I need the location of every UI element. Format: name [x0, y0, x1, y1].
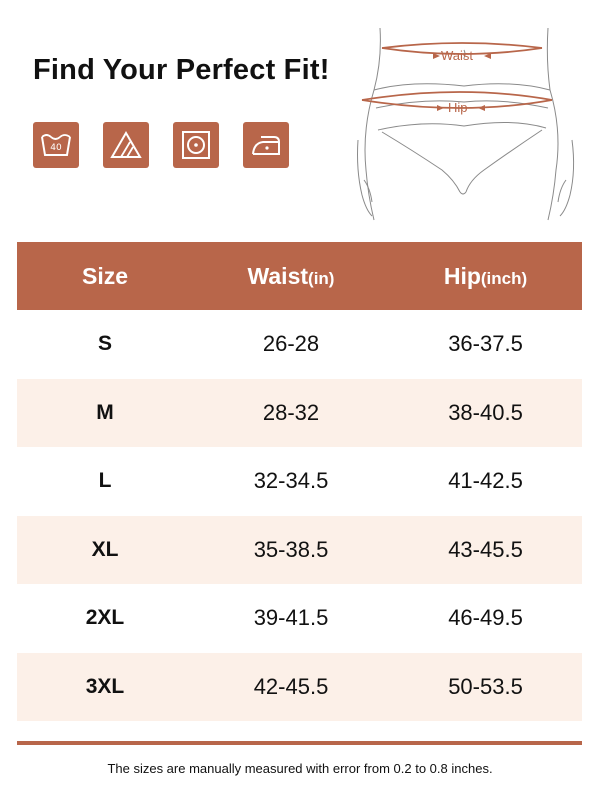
- header-waist-label: Waist: [247, 262, 309, 289]
- waist-cell: 26-28: [262, 331, 320, 357]
- page-title: Find Your Perfect Fit!: [33, 54, 330, 86]
- care-icons: [33, 122, 289, 168]
- waist-cell: 39-41.5: [253, 605, 329, 631]
- header-hip-label: Hip: [443, 262, 481, 289]
- table-row: [17, 653, 582, 722]
- waist-label: Waist: [441, 48, 474, 63]
- bleach-triangle-icon: [103, 122, 149, 168]
- hip-cell: 38-40.5: [448, 399, 523, 425]
- waist-cell: 42-45.5: [253, 673, 329, 699]
- hip-label: Hip: [448, 100, 468, 115]
- wash-40-icon: [33, 122, 79, 168]
- header-waist-unit: (in): [308, 268, 335, 288]
- header-hip-unit: (inch): [480, 268, 528, 288]
- size-cell: XL: [91, 537, 119, 561]
- waist-cell: 35-38.5: [253, 536, 329, 562]
- hip-cell: 41-42.5: [448, 468, 523, 494]
- size-cell: S: [97, 332, 112, 356]
- table-row: [17, 310, 582, 379]
- size-cell: 3XL: [85, 674, 125, 698]
- size-chart-table: [17, 242, 582, 721]
- hip-cell: 43-45.5: [448, 536, 523, 562]
- size-cell: L: [98, 469, 112, 493]
- measurement-note: The sizes are manually measured with error from 0.2 to 0.8 inches.: [107, 761, 493, 776]
- table-row: [17, 379, 582, 448]
- size-cell: M: [96, 400, 114, 424]
- table-row: [17, 584, 582, 653]
- table-header: [17, 242, 582, 310]
- header-size: Size: [81, 262, 129, 289]
- wash-temp-label: 40: [50, 143, 62, 153]
- table-row: [17, 447, 582, 516]
- table-row: [17, 516, 582, 585]
- table-bottom-divider: [17, 741, 582, 745]
- hip-cell: 50-53.5: [448, 673, 523, 699]
- waist-cell: 28-32: [262, 399, 320, 425]
- hip-cell: 46-49.5: [448, 605, 523, 631]
- header-waist: [193, 263, 389, 290]
- waist-cell: 32-34.5: [253, 468, 329, 494]
- size-cell: 2XL: [85, 606, 125, 630]
- iron-icon: [243, 122, 289, 168]
- hip-cell: 36-37.5: [448, 331, 523, 357]
- tumble-dry-icon: [173, 122, 219, 168]
- body-measurement-figure: [352, 20, 582, 225]
- header-hip: [389, 263, 582, 290]
